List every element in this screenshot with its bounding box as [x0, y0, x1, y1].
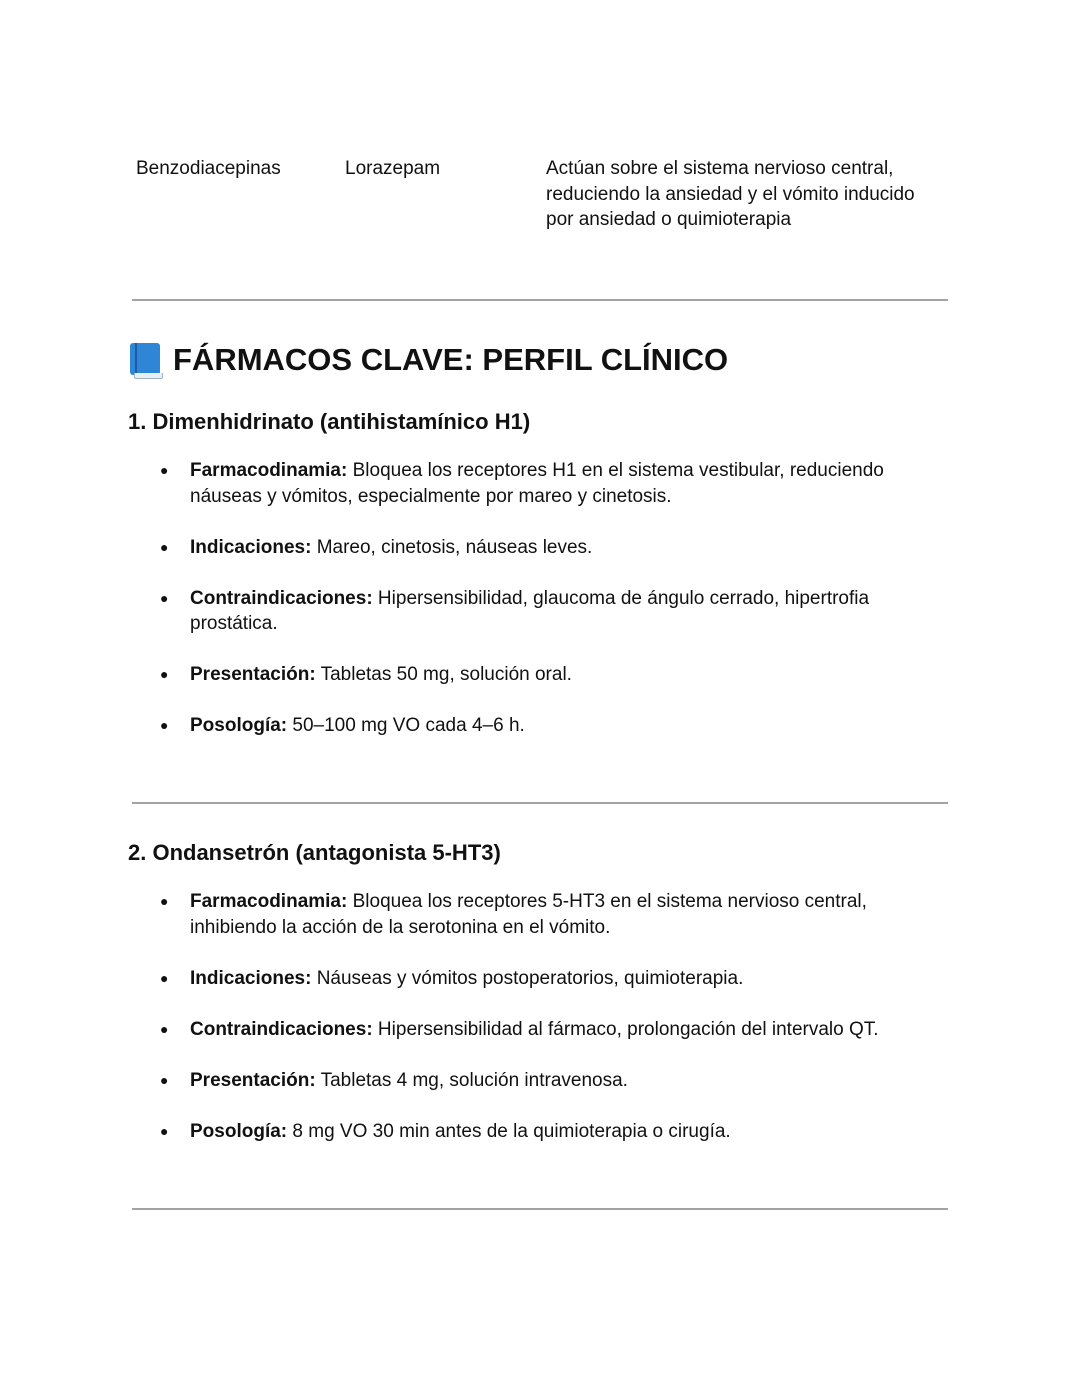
drug-profile-list-ondansetron [160, 889, 920, 1170]
item-text: Bloquea los receptores H1 en el sistema vestibular, reduciendo náuseas y vómitos, especialmente por mareo y cinetosis. [190, 460, 884, 507]
bullet-icon: ● [160, 462, 169, 478]
bullet-icon: ● [160, 717, 169, 733]
horizontal-divider [132, 1208, 948, 1210]
list-item [160, 713, 920, 739]
drug-name-cell: Lorazepam [345, 158, 441, 179]
item-label: Posología: [190, 715, 288, 736]
drug-heading-dimenhidrinato: 1. Dimenhidrinato (antihistamínico H1) [128, 409, 531, 434]
list-item [160, 586, 920, 637]
bullet-icon: ● [160, 893, 169, 909]
list-item [160, 889, 920, 940]
drug-profile-list-dimenhidrinato [160, 458, 920, 764]
list-item [160, 458, 920, 509]
drug-class-cell: Benzodiacepinas [136, 158, 281, 179]
item-label: Presentación: [190, 664, 316, 685]
item-label: Contraindicaciones: [190, 587, 373, 609]
item-text: Náuseas y vómitos postoperatorios, quimioterapia. [311, 967, 744, 989]
item-label: Indicaciones: [190, 967, 312, 989]
item-text: Hipersensibilidad, glaucoma de ángulo cerrado, hipertrofia prostática. [190, 587, 870, 634]
list-item [160, 662, 920, 688]
bullet-icon: ● [160, 1071, 169, 1088]
item-text: Hipersensibilidad al fármaco, prolongación del intervalo QT. [372, 1018, 879, 1040]
item-label: Presentación: [190, 1069, 316, 1091]
item-label: Posología: [190, 1120, 288, 1142]
horizontal-divider [132, 802, 948, 804]
item-text: 8 mg VO 30 min antes de la quimioterapia o cirugía. [287, 1120, 731, 1142]
list-item [160, 1068, 920, 1094]
item-label: Farmacodinamia: [190, 891, 348, 912]
item-label: Indicaciones: [190, 536, 312, 558]
item-label: Contraindicaciones: [190, 1018, 373, 1040]
item-text: Mareo, cinetosis, náuseas leves. [311, 536, 593, 558]
item-text: Tabletas 50 mg, solución oral. [315, 664, 572, 685]
mechanism-cell: Actúan sobre el sistema nervioso central, reduciendo la ansiedad y el vómito inducido por ansiedad o quimioterapia [546, 158, 915, 230]
item-text: 50–100 mg VO cada 4–6 h. [287, 715, 525, 736]
bullet-icon: ● [160, 1020, 169, 1037]
item-label: Farmacodinamia: [190, 460, 348, 481]
list-item [160, 1119, 920, 1145]
bullet-icon: ● [160, 538, 169, 555]
list-item [160, 966, 920, 992]
bullet-icon: ● [160, 589, 169, 606]
bullet-icon: ● [160, 969, 169, 986]
horizontal-divider [132, 299, 948, 301]
blue-book-icon [130, 343, 162, 377]
item-text: Bloquea los receptores 5-HT3 en el sistema nervioso central, inhibiendo la acción de la serotonina en el vómito. [190, 891, 867, 938]
bullet-icon: ● [160, 666, 169, 682]
list-item [160, 1017, 920, 1043]
section-title-text: FÁRMACOS CLAVE: PERFIL CLÍNICO [173, 342, 729, 377]
drug-heading-ondansetron: 2. Ondansetrón (antagonista 5-HT3) [128, 840, 501, 865]
section-title [130, 340, 728, 380]
bullet-icon: ● [160, 1122, 169, 1139]
item-text: Tabletas 4 mg, solución intravenosa. [315, 1069, 628, 1091]
list-item [160, 535, 920, 561]
